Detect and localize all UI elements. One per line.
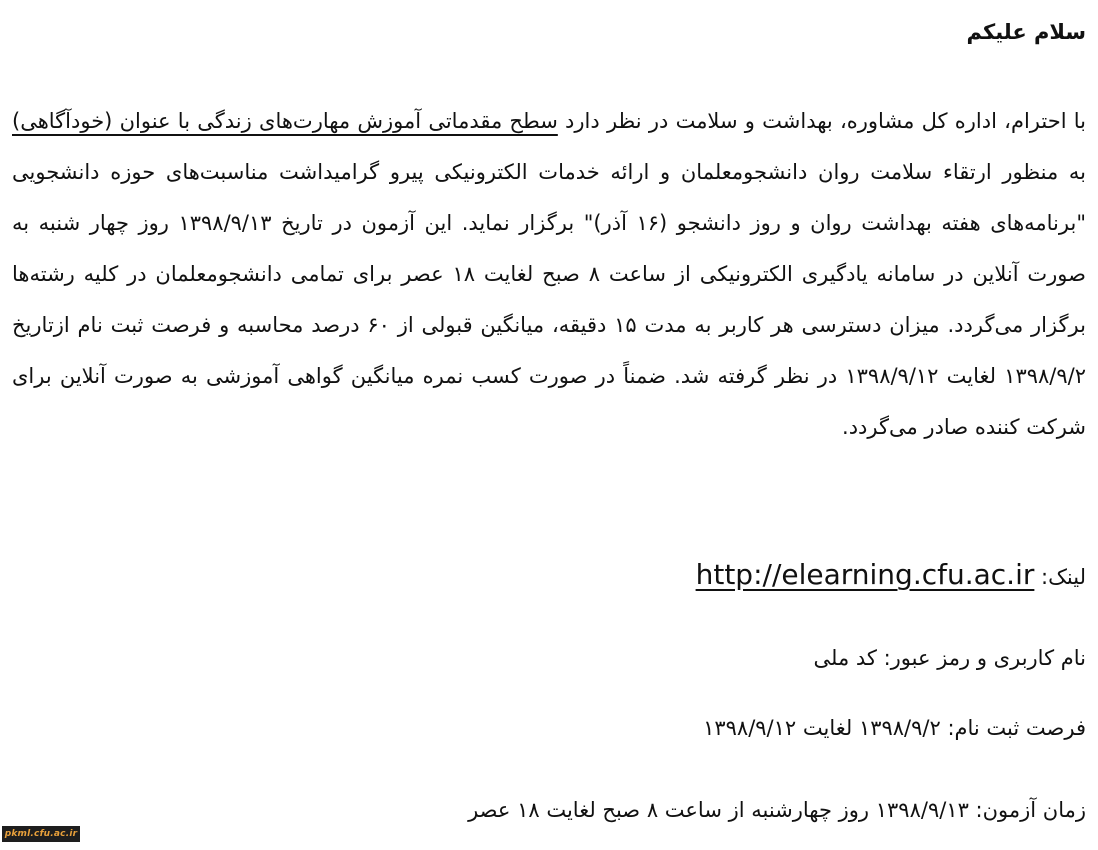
link-label: لینک:: [1034, 565, 1086, 589]
registration-period-line: فرصت ثبت نام: ۱۳۹۸/۹/۲ لغایت ۱۳۹۸/۹/۱۲: [703, 716, 1086, 740]
announcement-body: [12, 96, 1086, 453]
exam-time-line: زمان آزمون: ۱۳۹۸/۹/۱۳ روز چهارشنبه از ساعت ۸ صبح لغایت ۱۸ عصر: [468, 798, 1086, 822]
greeting-heading: سلام علیکم: [966, 20, 1086, 44]
elearning-link[interactable]: http://elearning.cfu.ac.ir: [695, 558, 1035, 591]
body-details-text: به منظور ارتقاء سلامت روان دانشجومعلمان و ارائه خدمات الکترونیکی پیرو گرامیداشت مناسبت‌های حوزه دانشجویی "برنامه‌های هفته بهداشت روان و روز دانشجو (۱۶ آذر)" برگزار نماید. این آزمون در تاریخ ۱۳۹۸/۹/۱۳ روز چهار شنبه به صورت آنلاین در سامانه یادگیری الکترونیکی از ساعت ۸ صبح لغایت ۱۸ عصر برای تمامی دانشجومعلمان در کلیه رشته‌ها برگزار می‌گردد. میزان دسترسی هر کاربر به مدت ۱۵ دقیقه، میانگین قبولی از ۶۰ درصد محاسبه و فرصت ثبت نام ازتاریخ ۱۳۹۸/۹/۲ لغایت ۱۳۹۸/۹/۱۲ در نظر گرفته شد. ضمناً در صورت کسب نمره میانگین گواهی آموزشی به صورت آنلاین برای شرکت کننده صادر می‌گردد.: [12, 160, 1086, 439]
site-watermark: pkml.cfu.ac.ir: [2, 826, 80, 842]
link-line: [695, 558, 1086, 591]
credentials-line: نام کاربری و رمز عبور: کد ملی: [813, 646, 1086, 670]
body-intro-text: با احترام، اداره کل مشاوره، بهداشت و سلامت در نظر دارد: [557, 109, 1086, 133]
body-underlined-course-title: سطح مقدماتی آموزش مهارت‌های زندگی با عنوان (خودآگاهی): [12, 109, 558, 133]
